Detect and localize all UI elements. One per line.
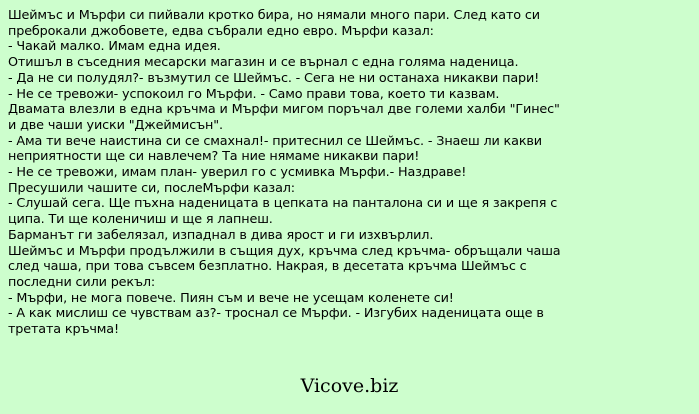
story-line: Шеймъс и Мърфи продължили в същия дух, кръчма след кръчма- обръщали чаша след чаша, при това съвсем безплатно. Накрая, в десетата кръчма Шеймъс с последни сили рекъл: [8, 243, 561, 290]
story-line: Отишъл в съседния месарски магазин и се върнал с една голяма наденица. [8, 55, 519, 71]
story-line: - А как мислиш се чувствам аз?- троснал се Мърфи. - Изгубих наденицата още в третата кръчма! [8, 306, 544, 338]
story-line: - Не се тревожи- успокоил го Мърфи. - Само прави това, което ти казвам. [8, 86, 500, 102]
story-line: - Слушай сега. Ще пъхна наденицата в цепката на панталона си и ще я закрепя с ципа. Ти ще коленичиш и ще я лапнеш. [8, 196, 558, 228]
story-line: - Не се тревожи, имам план- уверил го с усмивка Мърфи.- Наздраве! [8, 165, 467, 181]
story-line: Барманът ги забелязал, изпаднал в дива ярост и ги изхвърлил. [8, 227, 434, 243]
story-line: - Да не си полудял?- възмутил се Шеймъс. - Сега не ни останаха никакви пари! [8, 70, 540, 86]
story-line: - Ама ти вече наистина си се смахнал!- притеснил се Шеймъс. - Знаеш ли какви неприятности ще си навлечем? Та ние нямаме никакви пари! [8, 133, 542, 165]
story-line: Шеймъс и Мърфи си пийвали кротко бира, но нямали много пари. След като си преброкали джобовете, едва събрали едно евро. Мърфи казал: [8, 8, 540, 39]
story-line: - Чакай малко. Имам една идея. [8, 39, 221, 55]
site-name-footer: Vicove.biz [300, 375, 399, 397]
story-line: Двамата влезли в една кръчма и Мърфи мигом поръчал две големи халби "Гинес" и две чаши уиски "Джеймисън". [8, 102, 560, 133]
story-line: - Мърфи, не мога повече. Пиян съм и вече не усещам коленете си! [8, 290, 454, 306]
joke-text [8, 8, 568, 338]
story-line: Пресушили чашите си, послеМърфи казал: [8, 180, 295, 196]
